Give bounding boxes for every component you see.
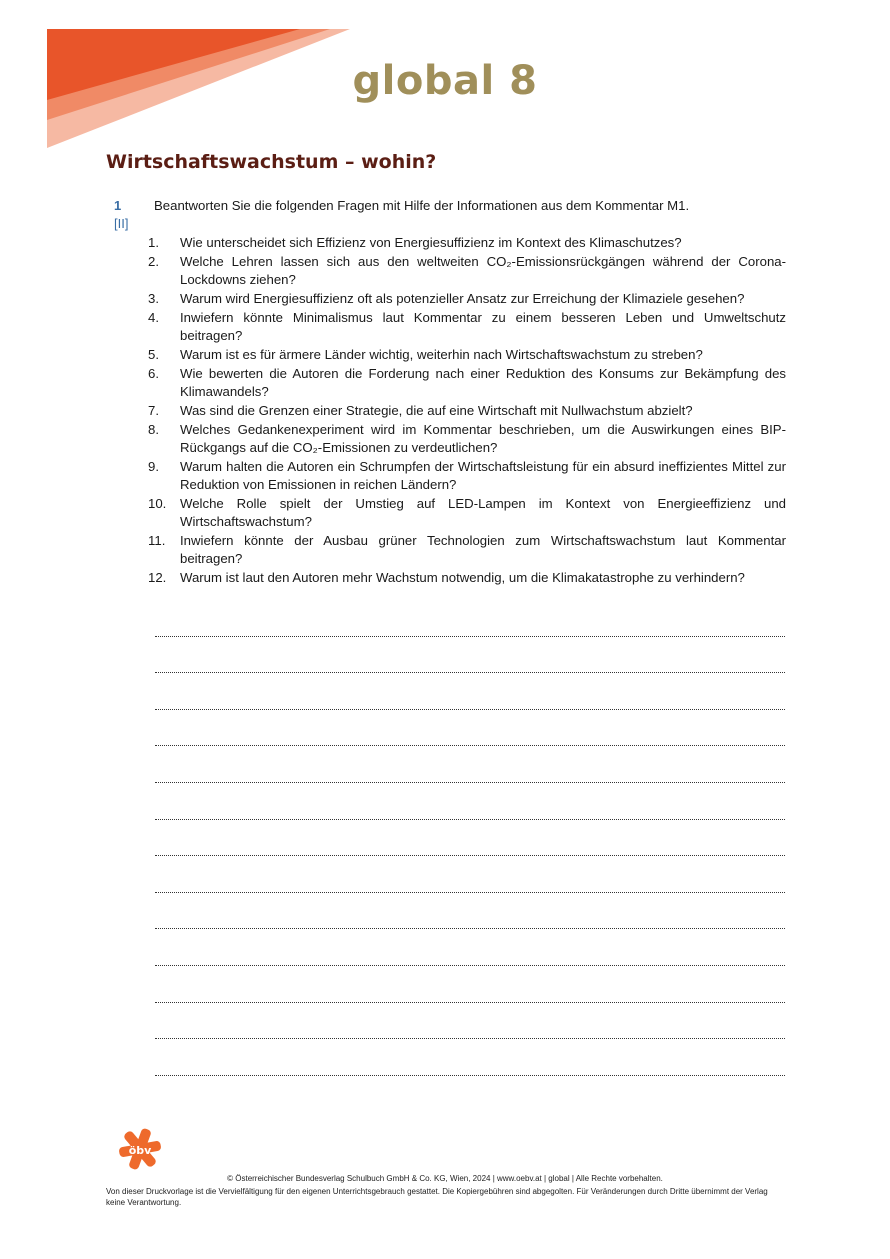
question-text: Warum ist es für ärmere Länder wichtig, weiterhin nach Wirtschaftswachstum zu streben? (180, 347, 703, 362)
question-item (146, 234, 786, 252)
copyright-line: © Österreichischer Bundesverlag Schulbuch GmbH & Co. KG, Wien, 2024 | www.oebv.at | global | Alle Rechte vorbehalten. (227, 1174, 663, 1183)
question-number: 3. (148, 291, 159, 306)
question-number: 10. (148, 496, 167, 511)
answer-line (155, 1003, 785, 1040)
question-item (146, 532, 786, 568)
answer-line (155, 673, 785, 710)
question-number: 5. (148, 347, 159, 362)
task-number: 1 (114, 198, 122, 213)
logo-text: öbv (128, 1144, 152, 1157)
answer-line (155, 820, 785, 857)
question-item (146, 346, 786, 364)
question-number: 12. (148, 570, 167, 585)
answer-lines (155, 600, 785, 1076)
task-level: [II] (114, 216, 129, 231)
question-text: Wie unterscheidet sich Effizienz von Energiesuffizienz im Kontext des Klimaschutzes? (180, 235, 682, 250)
answer-line (155, 856, 785, 893)
question-text: Welche Rolle spielt der Umstieg auf LED-Lampen im Kontext von Energieeffizienz und Wirtschaftswachstum? (180, 496, 786, 529)
oebv-logo (118, 1126, 162, 1172)
answer-line (155, 710, 785, 747)
question-item (146, 458, 786, 494)
answer-line (155, 1039, 785, 1076)
question-number: 7. (148, 403, 159, 418)
question-item (146, 569, 786, 587)
footer-notice: Von dieser Druckvorlage ist die Vervielfältigung für den eigenen Unterrichtsgebrauch gestattet. Die Kopiergebühren sind abgegolten. Für Veränderungen durch Dritte übernimmt der Verlag keine Verantwortung. (106, 1187, 768, 1207)
question-number: 9. (148, 459, 159, 474)
answer-line (155, 783, 785, 820)
question-item (146, 365, 786, 401)
question-text: Welches Gedankenexperiment wird im Kommentar beschrieben, um die Auswirkungen eines BIP-Rückgangs auf die CO₂-Emissionen zu verdeutlichen? (180, 422, 786, 455)
question-item (146, 309, 786, 345)
answer-line (155, 893, 785, 930)
question-text: Warum wird Energiesuffizienz oft als potenzieller Ansatz zur Erreichung der Klimaziele gesehen? (180, 291, 745, 306)
question-item (146, 402, 786, 420)
question-item (146, 290, 786, 308)
question-text: Inwiefern könnte der Ausbau grüner Technologien zum Wirtschaftswachstum laut Kommentar beitragen? (180, 533, 786, 566)
question-text: Wie bewerten die Autoren die Forderung nach einer Reduktion des Konsums zur Bekämpfung des Klimawandels? (180, 366, 786, 399)
answer-line (155, 966, 785, 1003)
question-text: Warum ist laut den Autoren mehr Wachstum notwendig, um die Klimakatastrophe zu verhindern? (180, 570, 745, 585)
answer-line (155, 600, 785, 637)
task-instruction: Beantworten Sie die folgenden Fragen mit Hilfe der Informationen aus dem Kommentar M1. (154, 198, 690, 213)
brand-title: global 8 (352, 58, 538, 104)
question-number: 11. (148, 533, 166, 548)
question-text: Was sind die Grenzen einer Strategie, die auf eine Wirtschaft mit Nullwachstum abzielt? (180, 403, 693, 418)
question-item (146, 253, 786, 289)
answer-line (155, 637, 785, 674)
question-number: 1. (148, 235, 159, 250)
question-list (146, 234, 786, 588)
answer-line (155, 746, 785, 783)
question-number: 8. (148, 422, 159, 437)
question-text: Inwiefern könnte Minimalismus laut Kommentar zu einem besseren Leben und Umweltschutz beitragen? (180, 310, 786, 343)
answer-line (155, 929, 785, 966)
question-text: Welche Lehren lassen sich aus den weltweiten CO₂-Emissionsrückgängen während der Corona-Lockdowns ziehen? (180, 254, 786, 287)
question-number: 6. (148, 366, 159, 381)
page-title: Wirtschaftswachstum – wohin? (106, 151, 437, 173)
question-item (146, 495, 786, 531)
question-item (146, 421, 786, 457)
question-number: 4. (148, 310, 159, 325)
question-text: Warum halten die Autoren ein Schrumpfen der Wirtschaftsleistung für ein absurd ineffizientes Mittel zur Reduktion von Emissionen in reichen Ländern? (180, 459, 786, 492)
question-number: 2. (148, 254, 159, 269)
